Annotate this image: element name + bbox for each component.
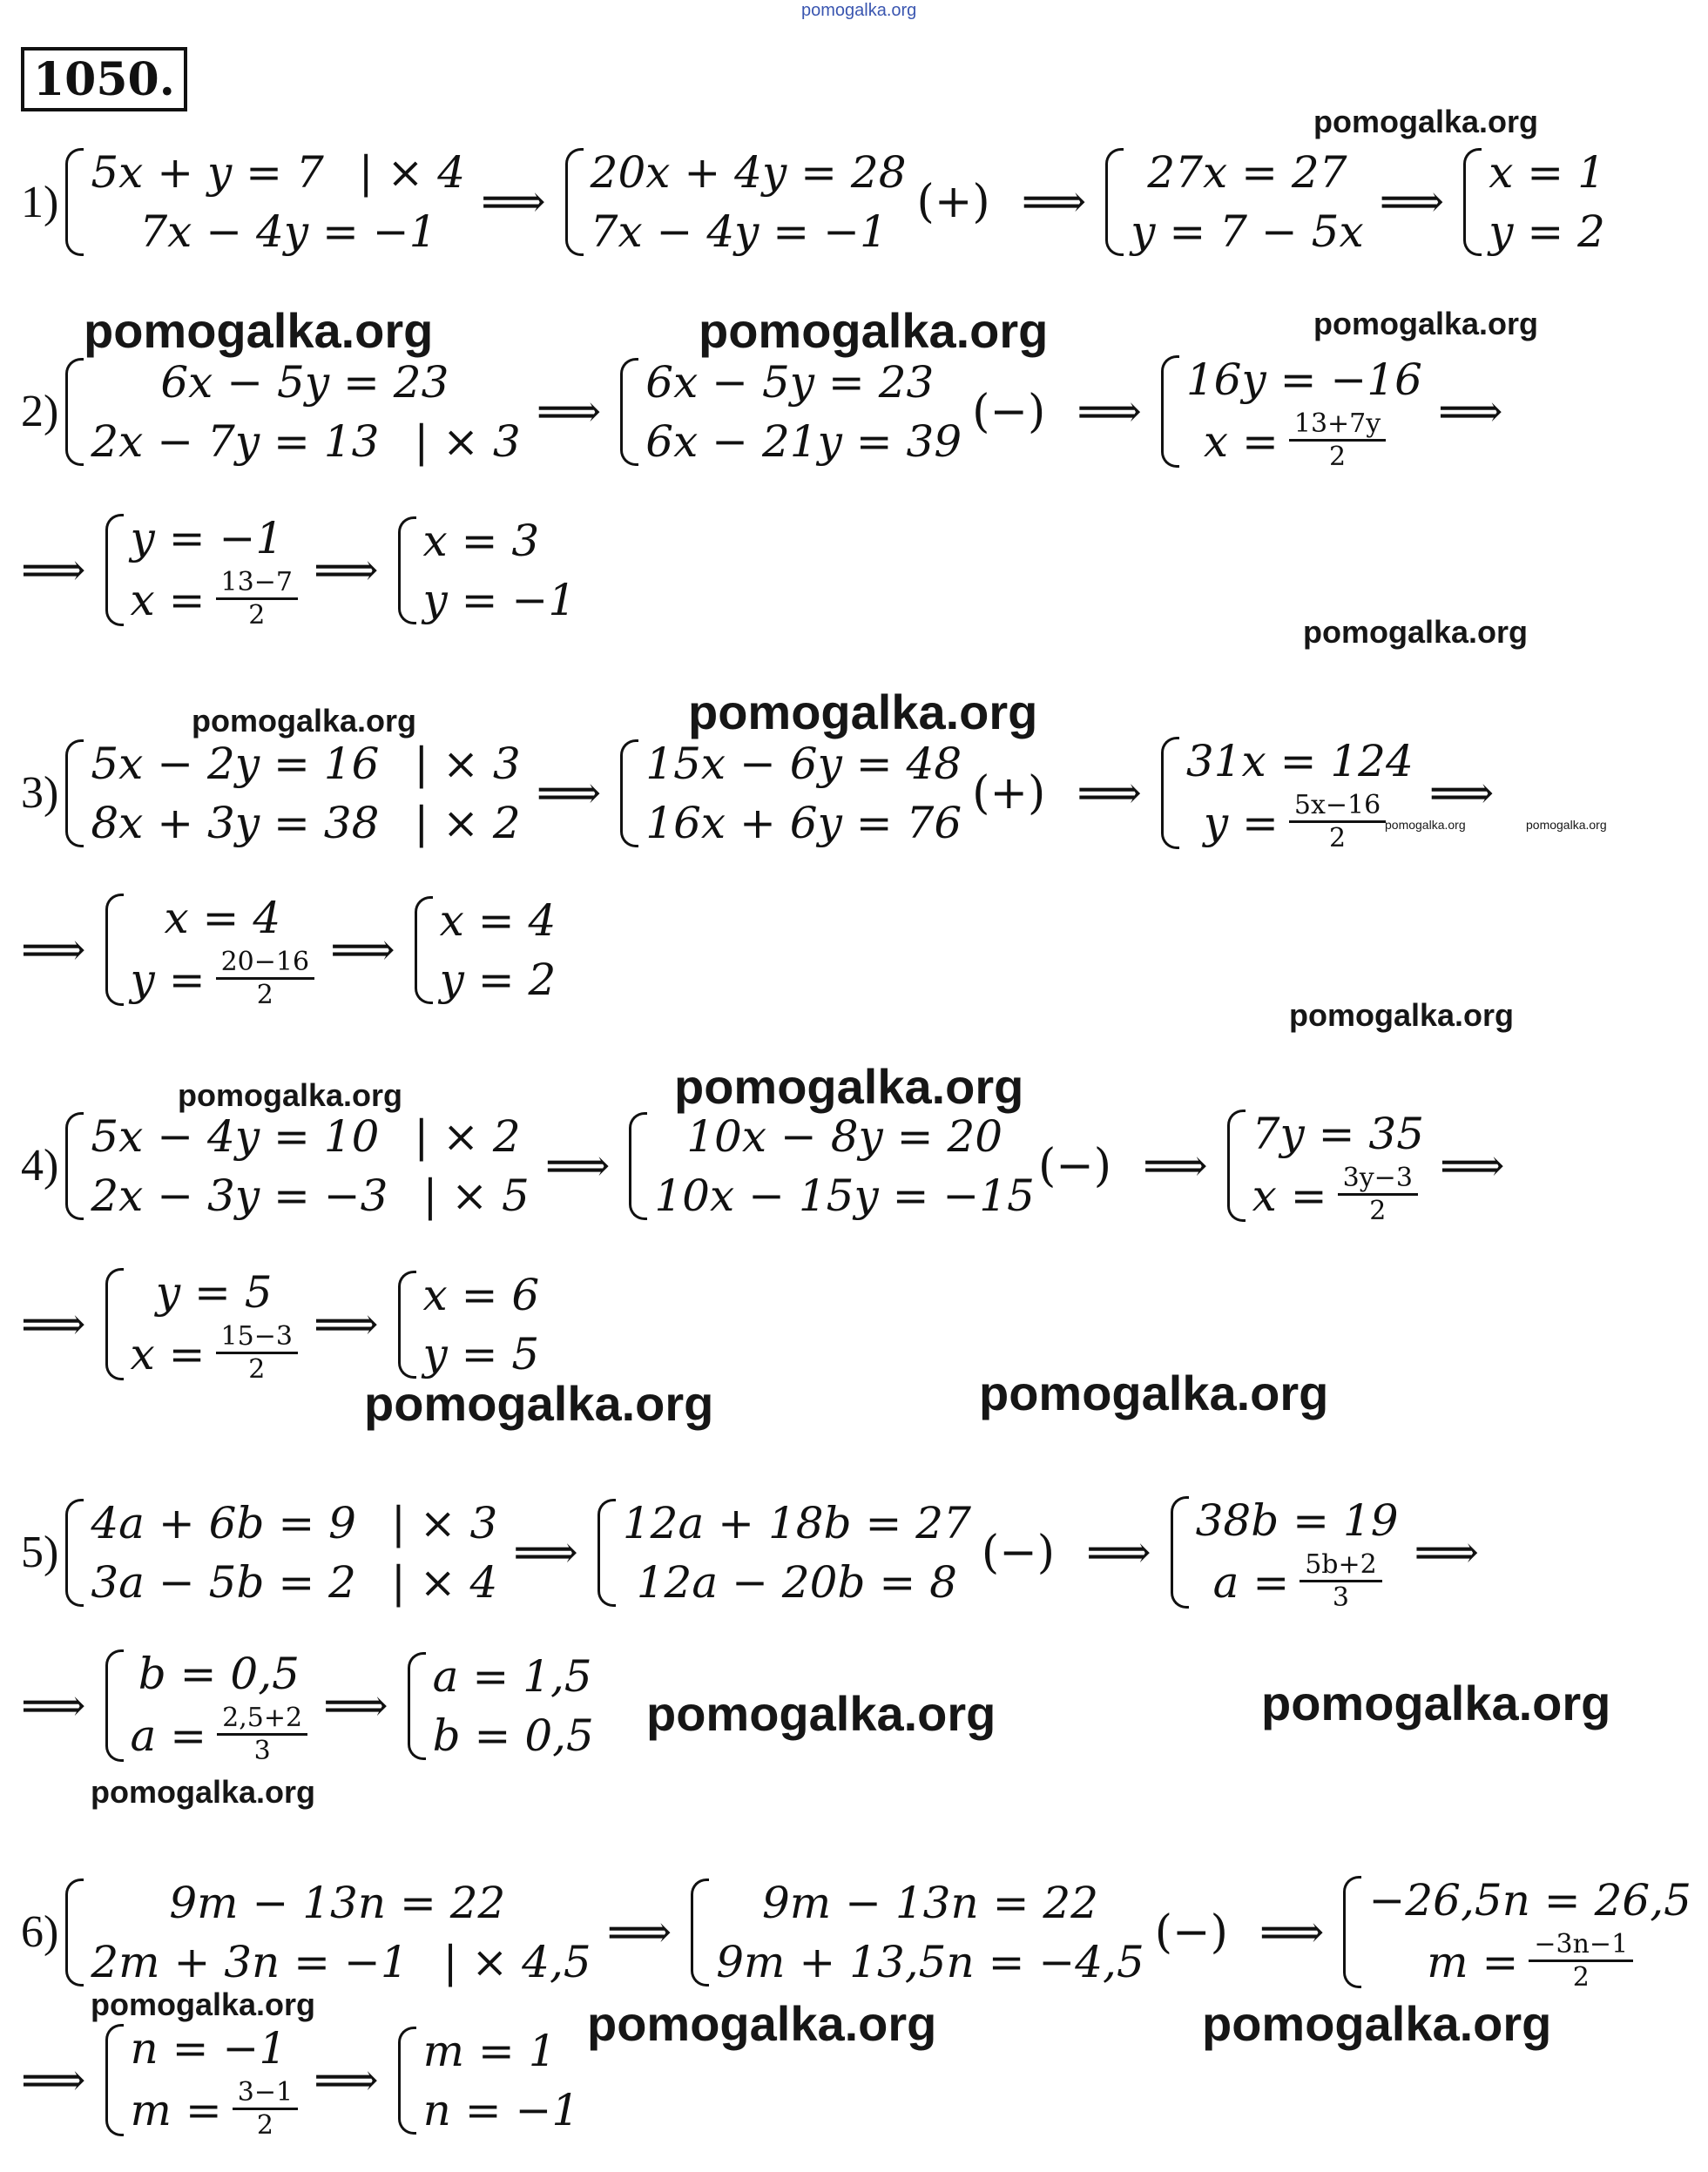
implies-arrow: ⟹ xyxy=(21,923,86,976)
implies-arrow: ⟹ xyxy=(1259,1906,1325,1959)
fraction: $\frac{2,5+2}{3}$ xyxy=(217,1703,307,1767)
equation: 3a − 5b = 2 | × 4 xyxy=(91,1556,498,1608)
brace xyxy=(105,514,124,626)
equation: 9m + 13,5n = −4,5 xyxy=(716,1936,1144,1987)
problem-5-row xyxy=(21,1491,1495,1614)
system-solution xyxy=(404,1647,594,1765)
equation: x = 3 xyxy=(422,515,540,566)
system-substituted xyxy=(102,2019,299,2142)
system-multiplied xyxy=(562,143,907,261)
system-multiplied xyxy=(617,353,962,471)
implies-arrow: ⟹ xyxy=(314,2054,379,2107)
equation: x = 6 xyxy=(422,1269,540,1320)
fraction: $\frac{-3n-1}{2}$ xyxy=(1529,1930,1633,1993)
equation: y = 7 − 5x xyxy=(1131,206,1364,257)
implies-arrow: ⟹ xyxy=(1379,176,1445,228)
fraction: $\frac{3y-3}{2}$ xyxy=(1338,1164,1418,1227)
equation: 5x + y = 7 | × 4 xyxy=(91,147,466,198)
equation: 20x + 4y = 28 xyxy=(590,147,907,198)
system-multiplied xyxy=(617,734,962,853)
equation: 16y = −16 xyxy=(1185,354,1422,405)
problem-label: 2) xyxy=(21,387,59,436)
system-solution xyxy=(395,1265,540,1384)
watermark: pomogalka.org xyxy=(1202,1996,1552,2051)
brace xyxy=(65,358,84,466)
implies-arrow: ⟹ xyxy=(544,1139,611,1192)
problem-label: 4) xyxy=(21,1141,59,1191)
implies-arrow: ⟹ xyxy=(323,1679,388,1732)
implies-arrow: ⟹ xyxy=(1143,1139,1208,1192)
equation: y = 5 xyxy=(155,1267,273,1318)
implies-arrow: ⟹ xyxy=(1437,385,1503,438)
equation: b = 0,5 xyxy=(432,1710,594,1761)
watermark: pomogalka.org xyxy=(1303,614,1529,650)
brace xyxy=(65,1499,84,1607)
implies-arrow: ⟹ xyxy=(1021,176,1087,228)
fraction: $\frac{5b+2}{3}$ xyxy=(1300,1550,1382,1614)
implies-arrow: ⟹ xyxy=(606,1906,672,1959)
implies-arrow: ⟹ xyxy=(21,2054,86,2107)
watermark: pomogalka.org xyxy=(1261,1676,1611,1730)
system-original xyxy=(62,1494,497,1612)
equation: 12a + 18b = 27 xyxy=(622,1497,971,1548)
watermark: pomogalka.org xyxy=(178,1077,403,1113)
brace xyxy=(1161,737,1179,849)
implies-arrow: ⟹ xyxy=(513,1526,578,1579)
brace xyxy=(65,1112,84,1220)
equation: 10x − 8y = 20 xyxy=(686,1110,1003,1162)
equation: 2m + 3n = −1 | × 4,5 xyxy=(91,1936,591,1987)
equation: 31x = 124 xyxy=(1185,736,1414,786)
watermark: pomogalka.org xyxy=(1313,306,1539,341)
brace xyxy=(620,739,638,847)
equation: m = 1 xyxy=(422,2025,557,2076)
system-original xyxy=(62,1107,529,1225)
implies-arrow: ⟹ xyxy=(330,923,395,976)
problem-label: 6) xyxy=(21,1907,59,1957)
watermark: pomogalka.org xyxy=(699,303,1049,358)
implies-arrow: ⟹ xyxy=(21,1298,86,1351)
brace xyxy=(1463,148,1482,256)
system-solution xyxy=(395,2021,580,2140)
system-combined xyxy=(1167,1491,1399,1614)
equation: x = $\frac{13-7}{2}$ xyxy=(131,568,298,631)
operation-label: (+) xyxy=(916,176,990,228)
problem-label: 3) xyxy=(21,768,59,818)
fraction: $\frac{20-16}{2}$ xyxy=(216,948,314,1011)
equation: 12a − 20b = 8 xyxy=(636,1556,957,1608)
watermark: pomogalka.org xyxy=(364,1376,714,1431)
problem-number: 1050. xyxy=(21,47,187,111)
equation: 38b = 19 xyxy=(1195,1495,1399,1546)
operation-label: (−) xyxy=(972,385,1046,438)
equation: 27x = 27 xyxy=(1147,147,1347,198)
equation: y = 5 xyxy=(422,1328,540,1379)
equation: 6x − 5y = 23 xyxy=(160,356,449,408)
brace xyxy=(65,148,84,256)
problem-3-row xyxy=(21,732,1509,854)
brace xyxy=(105,894,124,1006)
watermark: pomogalka.org xyxy=(1313,104,1539,139)
watermark: pomogalka.org xyxy=(587,1996,937,2051)
implies-arrow: ⟹ xyxy=(21,543,86,597)
equation: n = −1 xyxy=(422,2084,580,2135)
watermark: pomogalka.org xyxy=(674,1059,1024,1114)
problem-label: 1) xyxy=(21,177,59,227)
brace xyxy=(65,1879,84,1987)
equation: y = −1 xyxy=(422,574,577,625)
watermark: pomogalka.org xyxy=(1385,818,1466,832)
problem-6-continuation xyxy=(21,2019,579,2142)
fraction: $\frac{5x-16}{2}$ xyxy=(1289,791,1386,854)
watermark: pomogalka.org xyxy=(1289,997,1515,1033)
watermark: pomogalka.org xyxy=(1526,818,1607,832)
equation: 6x − 21y = 39 xyxy=(645,415,962,467)
implies-arrow: ⟹ xyxy=(1440,1139,1505,1192)
system-solution xyxy=(395,511,577,630)
system-substituted xyxy=(102,888,315,1011)
implies-arrow: ⟹ xyxy=(21,1679,86,1732)
equation: n = −1 xyxy=(130,2023,287,2074)
brace xyxy=(620,358,638,466)
equation: y = 2 xyxy=(1489,206,1605,257)
brace xyxy=(398,1271,416,1379)
equation: x = 4 xyxy=(439,894,557,946)
equation: x = $\frac{3y-3}{2}$ xyxy=(1252,1164,1424,1227)
equation: 7y = 35 xyxy=(1252,1109,1425,1159)
brace xyxy=(1343,1876,1361,1988)
watermark: pomogalka.org xyxy=(192,703,417,739)
equation: 6x − 5y = 23 xyxy=(645,356,935,408)
watermark: pomogalka.org xyxy=(979,1366,1329,1420)
fraction: $\frac{15-3}{2}$ xyxy=(216,1322,298,1386)
equation: 9m − 13n = 22 xyxy=(169,1877,506,1928)
equation: 7x − 4y = −1 xyxy=(139,206,437,257)
brace xyxy=(105,1649,124,1762)
operation-label: (−) xyxy=(1037,1139,1112,1192)
system-multiplied xyxy=(687,1873,1144,1992)
implies-arrow: ⟹ xyxy=(536,385,602,438)
brace xyxy=(408,1652,426,1760)
system-combined xyxy=(1158,732,1414,854)
system-solution xyxy=(1460,143,1605,261)
implies-arrow: ⟹ xyxy=(1086,1526,1151,1579)
equation: y = −1 xyxy=(130,513,284,563)
equation: x = 1 xyxy=(1489,147,1605,198)
equation: x = $\frac{15-3}{2}$ xyxy=(131,1322,298,1386)
problem-2-row xyxy=(21,350,1518,473)
system-multiplied xyxy=(625,1107,1035,1225)
implies-arrow: ⟹ xyxy=(481,176,546,228)
problem-6-row xyxy=(21,1871,1691,1993)
equation: a = $\frac{5b+2}{3}$ xyxy=(1196,1550,1399,1614)
brace xyxy=(691,1879,709,1987)
system-original xyxy=(62,143,465,261)
equation: x = $\frac{13+7y}{2}$ xyxy=(1186,409,1422,473)
implies-arrow: ⟹ xyxy=(1428,766,1495,820)
equation: 10x − 15y = −15 xyxy=(654,1170,1035,1221)
implies-arrow: ⟹ xyxy=(536,766,602,820)
system-multiplied xyxy=(594,1494,971,1612)
equation: 4a + 6b = 9 | × 3 xyxy=(91,1497,498,1548)
watermark: pomogalka.org xyxy=(688,685,1038,739)
system-substituted xyxy=(102,1263,298,1386)
problem-3-continuation xyxy=(21,888,556,1011)
problem-2-continuation xyxy=(21,509,576,631)
equation: 2x − 3y = −3 | × 5 xyxy=(91,1170,530,1221)
implies-arrow: ⟹ xyxy=(313,1298,379,1351)
fraction: $\frac{13-7}{2}$ xyxy=(216,568,298,631)
equation: 2x − 7y = 13 | × 3 xyxy=(91,415,521,467)
system-original xyxy=(62,1873,591,1992)
operation-label: (+) xyxy=(972,766,1046,820)
brace xyxy=(1161,355,1179,468)
brace xyxy=(398,516,416,624)
system-original xyxy=(62,353,520,471)
brace xyxy=(1227,1110,1246,1222)
equation: y = $\frac{20-16}{2}$ xyxy=(131,948,315,1011)
watermark: pomogalka.org xyxy=(646,1686,996,1741)
implies-arrow: ⟹ xyxy=(1077,766,1142,820)
implies-arrow: ⟹ xyxy=(313,543,379,597)
equation: a = $\frac{2,5+2}{3}$ xyxy=(131,1703,308,1767)
problem-5-continuation xyxy=(21,1644,594,1767)
system-substituted xyxy=(102,1644,308,1767)
problem-label: 5) xyxy=(21,1528,59,1577)
system-solution xyxy=(411,891,557,1009)
fraction: $\frac{13+7y}{2}$ xyxy=(1289,409,1386,473)
brace xyxy=(1105,148,1124,256)
problem-4-row xyxy=(21,1104,1521,1227)
watermark-top: pomogalka.org xyxy=(801,1,917,20)
brace xyxy=(105,1268,124,1380)
brace xyxy=(415,896,433,1004)
equation: y = $\frac{5x-16}{2}$ xyxy=(1186,791,1414,854)
equation: 7x − 4y = −1 xyxy=(590,206,888,257)
brace xyxy=(629,1112,647,1220)
brace xyxy=(398,2027,416,2135)
equation: 15x − 6y = 48 xyxy=(645,738,962,789)
equation: b = 0,5 xyxy=(138,1649,300,1699)
brace xyxy=(597,1499,616,1607)
equation: m = $\frac{3-1}{2}$ xyxy=(131,2078,299,2142)
equation: 9m − 13n = 22 xyxy=(761,1877,1099,1928)
system-combined xyxy=(1224,1104,1424,1227)
equation: −26,5n = 26,5 xyxy=(1368,1875,1691,1926)
brace xyxy=(1171,1496,1189,1609)
equation: x = 4 xyxy=(164,893,281,943)
watermark: pomogalka.org xyxy=(91,1774,316,1810)
equation: m = $\frac{-3n-1}{2}$ xyxy=(1368,1930,1691,1993)
system-combined xyxy=(1158,350,1422,473)
equation: 8x + 3y = 38 | × 2 xyxy=(91,797,521,848)
system-original xyxy=(62,734,520,853)
operation-label: (−) xyxy=(981,1526,1056,1579)
problem-1-row xyxy=(21,143,1605,261)
equation: 5x − 4y = 10 | × 2 xyxy=(91,1110,521,1162)
watermark: pomogalka.org xyxy=(91,1987,316,2022)
equation: 16x + 6y = 76 xyxy=(645,797,962,848)
brace xyxy=(65,739,84,847)
watermark: pomogalka.org xyxy=(84,303,434,358)
implies-arrow: ⟹ xyxy=(1077,385,1142,438)
equation: a = 1,5 xyxy=(432,1650,592,1702)
system-combined xyxy=(1340,1871,1691,1993)
brace xyxy=(565,148,584,256)
equation: y = 2 xyxy=(439,954,557,1005)
brace xyxy=(105,2024,124,2136)
system-combined xyxy=(1102,143,1363,261)
implies-arrow: ⟹ xyxy=(1414,1526,1480,1579)
system-substituted xyxy=(102,509,298,631)
operation-label: (−) xyxy=(1154,1906,1228,1959)
fraction: $\frac{3-1}{2}$ xyxy=(233,2078,298,2142)
problem-4-continuation xyxy=(21,1263,539,1386)
equation: 5x − 2y = 16 | × 3 xyxy=(91,738,521,789)
